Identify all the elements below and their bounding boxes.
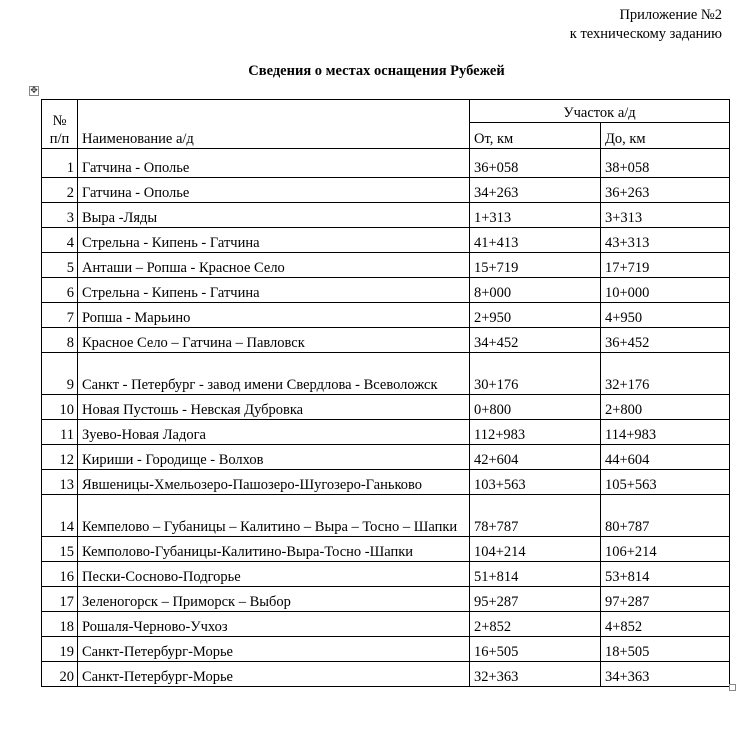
table-row (42, 537, 730, 562)
row-number: 9 (42, 353, 78, 395)
road-name: Ропша - Марьино (78, 303, 470, 328)
section-to: 36+263 (601, 178, 730, 203)
row-number: 3 (42, 203, 78, 228)
table-row (42, 470, 730, 495)
row-number: 19 (42, 637, 78, 662)
table-row (42, 303, 730, 328)
table-row (42, 420, 730, 445)
section-from: 1+313 (470, 203, 601, 228)
section-from: 78+787 (470, 495, 601, 537)
table-row (42, 253, 730, 278)
header-section: Участок а/д (470, 100, 730, 123)
row-number: 12 (42, 445, 78, 470)
section-to: 4+852 (601, 612, 730, 637)
row-number: 4 (42, 228, 78, 253)
table-resize-icon[interactable] (729, 684, 736, 691)
section-to: 114+983 (601, 420, 730, 445)
row-number: 20 (42, 662, 78, 687)
section-from: 95+287 (470, 587, 601, 612)
section-to: 106+214 (601, 537, 730, 562)
row-number: 2 (42, 178, 78, 203)
row-number: 18 (42, 612, 78, 637)
section-from: 34+452 (470, 328, 601, 353)
section-from: 41+413 (470, 228, 601, 253)
road-name: Кириши - Городище - Волхов (78, 445, 470, 470)
row-number: 5 (42, 253, 78, 278)
appendix-line-2: к техническому заданию (569, 26, 722, 42)
row-number: 11 (42, 420, 78, 445)
row-number: 7 (42, 303, 78, 328)
section-from: 2+852 (470, 612, 601, 637)
road-name: Красное Село – Гатчина – Павловск (78, 328, 470, 353)
road-name: Пески-Сосново-Подгорье (78, 562, 470, 587)
section-to: 2+800 (601, 395, 730, 420)
road-name: Гатчина - Ополье (78, 178, 470, 203)
section-to: 43+313 (601, 228, 730, 253)
road-name: Кемполово-Губаницы-Калитино-Выра-Тосно -Шапки (78, 537, 470, 562)
section-from: 36+058 (470, 149, 601, 178)
table-row (42, 278, 730, 303)
table-row (42, 587, 730, 612)
section-to: 17+719 (601, 253, 730, 278)
section-to: 53+814 (601, 562, 730, 587)
section-from: 104+214 (470, 537, 601, 562)
appendix-note (570, 6, 722, 44)
road-name: Явшеницы-Хмельозеро-Пашозеро-Шугозеро-Ганьково (78, 470, 470, 495)
header-number (42, 100, 78, 149)
header-from: От, км (470, 123, 601, 149)
header-number-line2: п/п (49, 131, 70, 147)
section-to: 32+176 (601, 353, 730, 395)
road-name: Стрельна - Кипень - Гатчина (78, 228, 470, 253)
section-from: 8+000 (470, 278, 601, 303)
section-from: 112+983 (470, 420, 601, 445)
table-row (42, 328, 730, 353)
road-name: Стрельна - Кипень - Гатчина (78, 278, 470, 303)
section-from: 16+505 (470, 637, 601, 662)
row-number: 13 (42, 470, 78, 495)
table-row (42, 178, 730, 203)
road-name: Зуево-Новая Ладога (78, 420, 470, 445)
table-move-icon[interactable]: ✥ (30, 86, 38, 96)
road-name: Анташи – Ропша - Красное Село (78, 253, 470, 278)
section-to: 3+313 (601, 203, 730, 228)
section-from: 2+950 (470, 303, 601, 328)
section-from: 0+800 (470, 395, 601, 420)
table-row (42, 612, 730, 637)
road-name: Санкт-Петербург-Морье (78, 637, 470, 662)
header-name: Наименование а/д (78, 100, 470, 149)
appendix-line-1: Приложение №2 (619, 7, 722, 23)
road-name: Выра -Ляды (78, 203, 470, 228)
section-to: 80+787 (601, 495, 730, 537)
section-from: 51+814 (470, 562, 601, 587)
row-number: 8 (42, 328, 78, 353)
table-row (42, 562, 730, 587)
road-name: Зеленогорск – Приморск – Выбор (78, 587, 470, 612)
section-to: 4+950 (601, 303, 730, 328)
table-row (42, 228, 730, 253)
row-number: 17 (42, 587, 78, 612)
table-row (42, 637, 730, 662)
document-title: Сведения о местах оснащения Рубежей (248, 63, 505, 79)
table-row (42, 395, 730, 420)
section-to: 36+452 (601, 328, 730, 353)
road-name: Новая Пустошь - Невская Дубровка (78, 395, 470, 420)
row-number: 14 (42, 495, 78, 537)
table-header-row (42, 100, 730, 123)
section-from: 103+563 (470, 470, 601, 495)
table-row (42, 203, 730, 228)
section-from: 30+176 (470, 353, 601, 395)
row-number: 1 (42, 149, 78, 178)
section-from: 42+604 (470, 445, 601, 470)
section-from: 32+363 (470, 662, 601, 687)
section-to: 10+000 (601, 278, 730, 303)
section-to: 34+363 (601, 662, 730, 687)
section-to: 38+058 (601, 149, 730, 178)
roads-table (41, 99, 730, 687)
row-number: 6 (42, 278, 78, 303)
section-to: 97+287 (601, 587, 730, 612)
header-to: До, км (601, 123, 730, 149)
section-to: 18+505 (601, 637, 730, 662)
row-number: 16 (42, 562, 78, 587)
section-from: 15+719 (470, 253, 601, 278)
road-name: Рошаля-Черново-Учхоз (78, 612, 470, 637)
table-row (42, 353, 730, 395)
road-name: Гатчина - Ополье (78, 149, 470, 178)
section-to: 105+563 (601, 470, 730, 495)
table-row (42, 445, 730, 470)
road-name: Санкт-Петербург-Морье (78, 662, 470, 687)
section-to: 44+604 (601, 445, 730, 470)
section-from: 34+263 (470, 178, 601, 203)
table-row (42, 662, 730, 687)
road-name: Санкт - Петербург - завод имени Свердлова - Всеволожск (78, 353, 470, 395)
row-number: 15 (42, 537, 78, 562)
row-number: 10 (42, 395, 78, 420)
header-number-line1: № (52, 113, 67, 129)
table-row (42, 149, 730, 178)
table-row (42, 495, 730, 537)
road-name: Кемпелово – Губаницы – Калитино – Выра – Тосно – Шапки (78, 495, 470, 537)
